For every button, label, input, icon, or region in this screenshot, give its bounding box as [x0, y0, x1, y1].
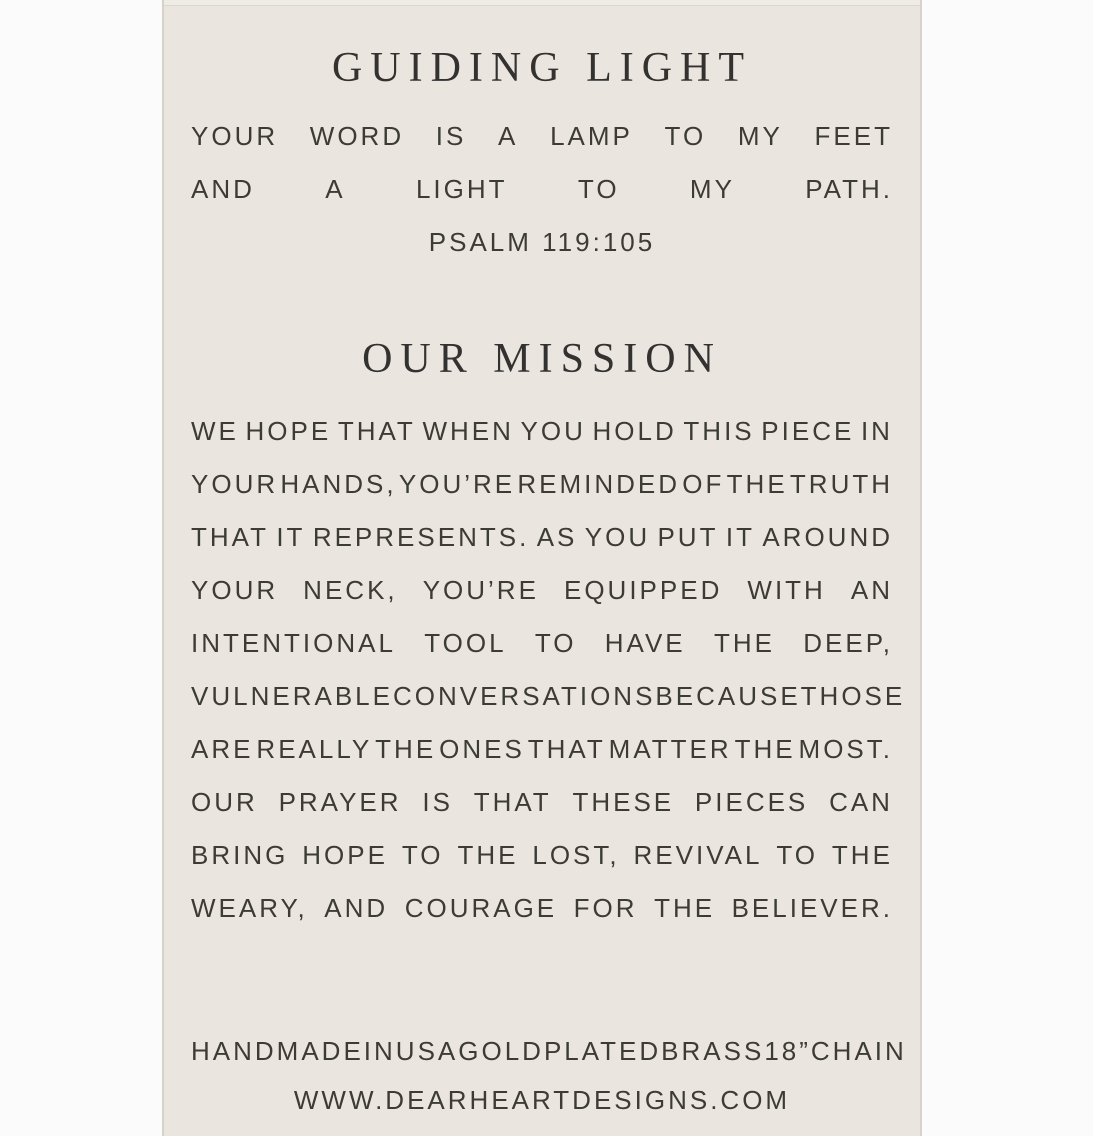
- text-line: YOUR HANDS, YOU’RE REMINDED OF THE TRUTH: [191, 469, 893, 499]
- text-line: INTENTIONAL TOOL TO HAVE THE DEEP,: [191, 628, 893, 658]
- product-insert-card: [162, 0, 922, 1136]
- verse-reference: PSALM 119:105: [428, 227, 656, 257]
- text-line: HANDMADE IN USA GOLD PLATED BRASS 18” CHAIN: [191, 1036, 907, 1066]
- footer: [191, 1027, 907, 1125]
- verse-text: [191, 110, 893, 216]
- card-top-edge: [164, 0, 920, 6]
- text-line: BRING HOPE TO THE LOST, REVIVAL TO THE: [191, 840, 893, 870]
- text-line: YOUR NECK, YOU’RE EQUIPPED WITH AN: [191, 575, 893, 605]
- text-line: AND A LIGHT TO MY PATH.: [191, 174, 893, 204]
- text-line: WEARY, AND COURAGE FOR THE BELIEVER.: [191, 893, 893, 923]
- website-url: WWW.DEARHEARTDESIGNS.COM: [293, 1085, 791, 1115]
- mission-title: OUR MISSION: [362, 336, 722, 382]
- text-line: OUR PRAYER IS THAT THESE PIECES CAN: [191, 787, 893, 817]
- text-line: VULNERABLE CONVERSATIONS BECAUSE THOSE: [191, 681, 906, 711]
- text-line: THAT IT REPRESENTS. AS YOU PUT IT AROUND: [191, 522, 893, 552]
- product-title: GUIDING LIGHT: [331, 45, 753, 91]
- text-line: WE HOPE THAT WHEN YOU HOLD THIS PIECE IN: [191, 416, 893, 446]
- product-details: [191, 1027, 907, 1076]
- mission-body: [191, 405, 906, 935]
- text-line: ARE REALLY THE ONES THAT MATTER THE MOST.: [191, 734, 893, 764]
- text-line: YOUR WORD IS A LAMP TO MY FEET: [191, 121, 893, 151]
